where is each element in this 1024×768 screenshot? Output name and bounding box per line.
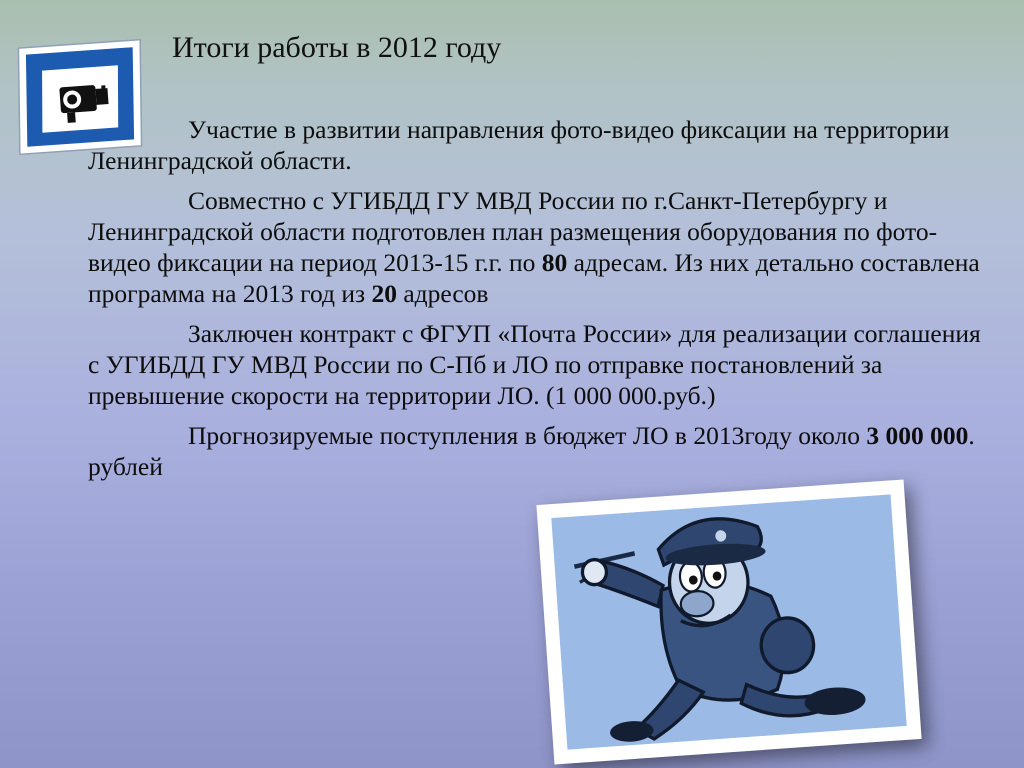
- paragraph-photo-video-fixation: Участие в развитии направления фото-видео фиксации на территории Ленинградской области.: [88, 115, 950, 175]
- police-officer-cartoon-icon: [551, 494, 906, 749]
- paragraph-budget-forecast: [88, 420, 988, 482]
- slide-body: [88, 114, 988, 491]
- text-segment: адресам. Из них детально составлена программа на 2013 год из: [88, 248, 980, 308]
- paragraph-placement-plan: [88, 185, 988, 309]
- program-addresses-count: 20: [371, 279, 397, 308]
- budget-amount: 3 000 000: [866, 421, 969, 450]
- text-segment: . рублей: [88, 421, 975, 481]
- text-segment: адресов: [396, 279, 489, 308]
- text-segment: Совместно с УГИБДД ГУ МВД России по г.Санкт-Петербургу и Ленинградской области подготовлен план размещения оборудования по фото-видео фиксации на период 2013-15 г.г. по: [88, 186, 938, 277]
- paragraph-post-contract: Заключен контракт с ФГУП «Почта России» для реализации соглашения с УГИБДД ГУ МВД России по С-Пб и ЛО по отправке постановлений за превышение скорости на территории ЛО. (1 000 000.руб.): [88, 319, 981, 410]
- police-cartoon-photo: [536, 479, 921, 764]
- slide-title: Итоги работы в 2012 году: [172, 31, 502, 64]
- text-segment: Прогнозируемые поступления в бюджет ЛО в 2013году около: [188, 421, 867, 450]
- addresses-count: 80: [541, 248, 568, 277]
